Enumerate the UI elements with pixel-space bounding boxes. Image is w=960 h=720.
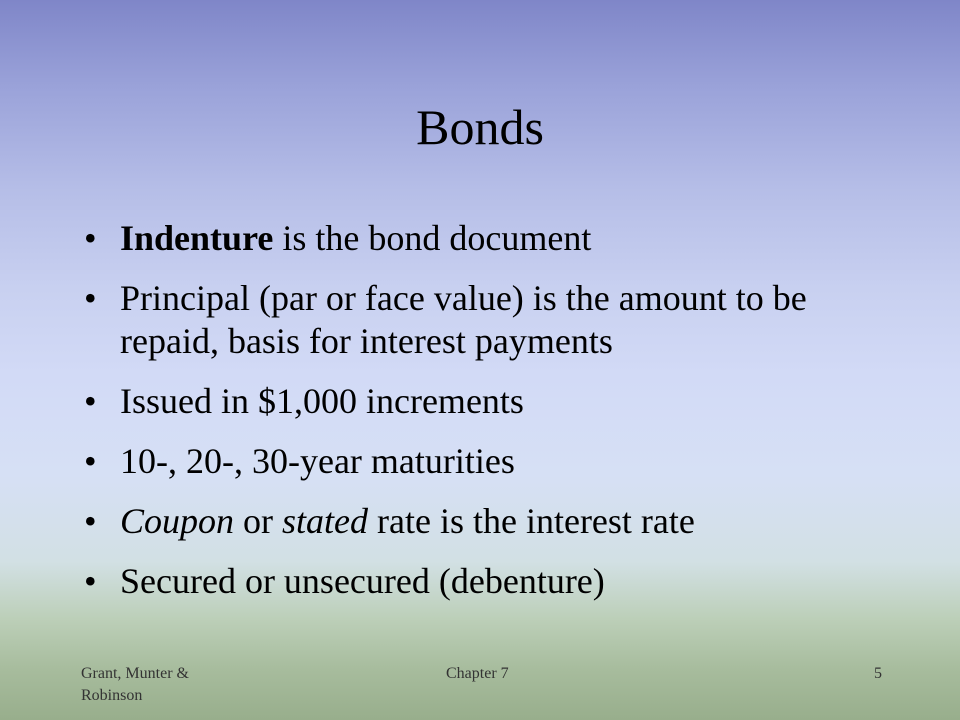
slide-title: Bonds — [416, 99, 544, 155]
bullet-text: or — [234, 501, 283, 541]
bullet-text: is the bond document — [273, 218, 592, 258]
bullet-list — [84, 217, 904, 620]
bullet-item-indenture — [84, 217, 904, 260]
bullet-bold-term: Indenture — [120, 218, 274, 258]
bullet-icon: • — [84, 501, 97, 541]
bullet-item-coupon — [84, 500, 904, 543]
bullet-text: Issued in $1,000 increments — [120, 381, 524, 421]
bullet-item-principal — [84, 277, 904, 363]
footer-chapter: Chapter 7 — [446, 665, 509, 682]
bullet-italic-term: stated — [282, 501, 369, 541]
bullet-icon: • — [84, 441, 97, 481]
bullet-icon: • — [84, 381, 97, 421]
bullet-text: Secured or unsecured (debenture) — [120, 561, 605, 601]
bullet-text: rate is the interest rate — [368, 501, 695, 541]
bullet-item-issued — [84, 380, 904, 423]
footer-authors: Grant, Munter & Robinson — [81, 665, 189, 704]
bullet-item-maturities — [84, 440, 904, 483]
footer-slide-number: 5 — [874, 665, 882, 682]
bullet-text: Principal (par or face value) is the amount to be repaid, basis for interest payments — [120, 278, 807, 361]
bullet-icon: • — [84, 278, 97, 318]
bullet-italic-term: Coupon — [120, 501, 235, 541]
bullet-item-secured — [84, 560, 904, 603]
bullet-icon: • — [84, 218, 97, 258]
bullet-icon: • — [84, 561, 97, 601]
bullet-text: 10-, 20-, 30-year maturities — [120, 441, 515, 481]
